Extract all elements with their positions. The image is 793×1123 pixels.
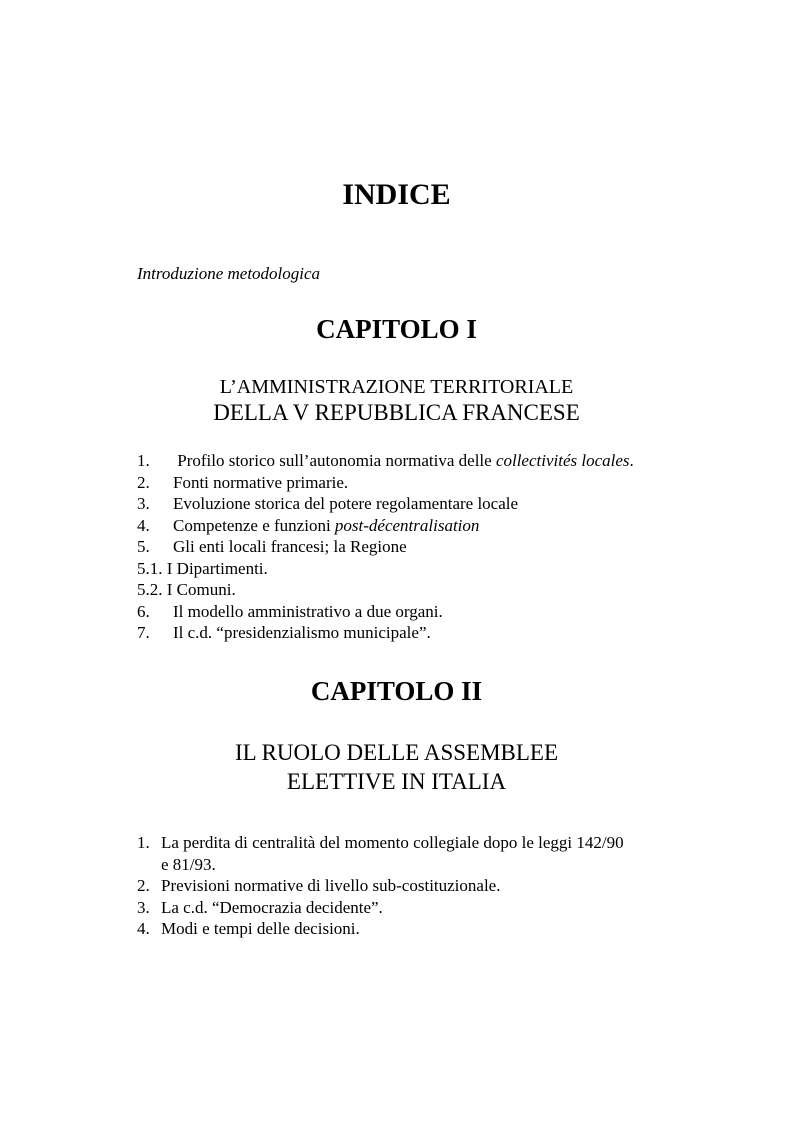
item-text: Competenze e funzioni [173, 515, 335, 535]
item-text: Profilo storico sull’autonomia normativa delle [173, 451, 496, 470]
item-number: 3. [137, 897, 150, 917]
item-number: 7. [137, 623, 150, 642]
chapter-1-list [137, 450, 634, 644]
item-number: 6. [137, 601, 150, 621]
item-text: La perdita di centralità del momento collegiale dopo le leggi 142/90 [161, 833, 624, 852]
list-item [137, 897, 624, 919]
chapter-1-subtitle-line-2: DELLA V REPUBBLICA FRANCESE [213, 400, 580, 425]
list-item [137, 493, 634, 515]
item-number: 5. [137, 537, 150, 556]
item-number: 2. [137, 876, 150, 895]
item-number: 5.1. [137, 558, 163, 578]
item-text-italic: collectivités locales [495, 451, 630, 470]
intro-entry: Introduzione metodologica [137, 264, 321, 283]
list-item [137, 558, 634, 580]
chapter-2-subtitle-line-2: ELETTIVE IN ITALIA [286, 769, 507, 794]
list-item [137, 918, 624, 940]
item-text: I Dipartimenti. [166, 558, 268, 578]
list-item [137, 515, 634, 537]
item-text: Il modello amministrativo a due organi. [173, 601, 443, 621]
list-item [137, 472, 634, 494]
chapter-2-heading: CAPITOLO II [310, 676, 483, 706]
item-text-after: . [629, 451, 634, 470]
list-item [137, 450, 634, 472]
item-number: 2. [137, 472, 150, 492]
list-item [137, 601, 634, 623]
list-item [137, 622, 634, 644]
item-text: Previsioni normative di livello sub-costituzionale. [161, 876, 501, 895]
chapter-2-subtitle-line-1: IL RUOLO DELLE ASSEMBLEE [234, 740, 559, 765]
item-number: 1. [137, 451, 150, 470]
item-number: 4. [137, 515, 150, 535]
item-text-continuation: e 81/93. [161, 854, 216, 874]
item-number: 5.2. [137, 580, 163, 599]
list-item-continuation [137, 854, 624, 876]
item-number: 3. [137, 494, 150, 513]
list-item [137, 579, 634, 601]
item-text: Modi e tempi delle decisioni. [161, 919, 360, 938]
chapter-1-subtitle-line-1: L’AMMINISTRAZIONE TERRITORIALE [219, 376, 574, 398]
list-item [137, 536, 634, 558]
item-text-italic: post-décentralisation [334, 515, 480, 535]
item-number: 4. [137, 919, 150, 938]
list-item [137, 875, 624, 897]
list-item [137, 832, 624, 854]
chapter-1-heading: CAPITOLO I [316, 314, 477, 344]
page-title: INDICE [342, 178, 451, 211]
item-text: Il c.d. “presidenzialismo municipale”. [173, 623, 431, 642]
item-text: Gli enti locali francesi; la Regione [173, 537, 407, 556]
item-text: La c.d. “Democrazia decidente”. [161, 897, 383, 917]
chapter-2-list [137, 832, 624, 940]
item-text: I Comuni. [166, 580, 236, 599]
item-text: Evoluzione storica del potere regolamentare locale [173, 494, 519, 513]
item-text: Fonti normative primarie. [173, 472, 349, 492]
item-number: 1. [137, 833, 150, 852]
